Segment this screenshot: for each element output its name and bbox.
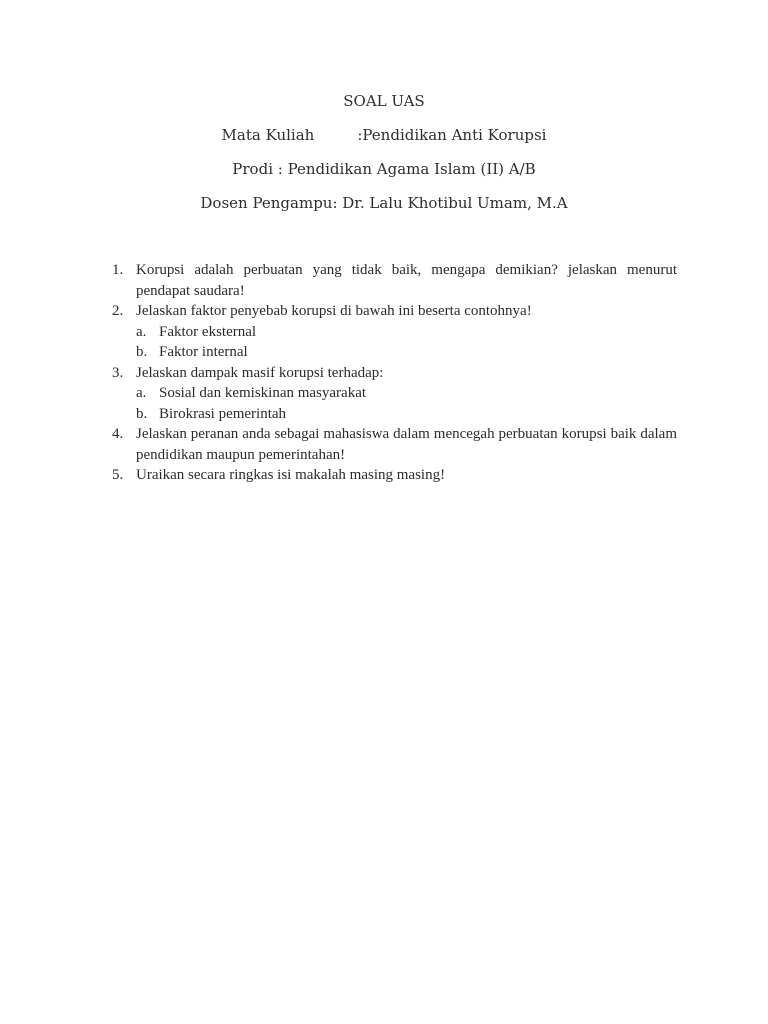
question-number: 3. — [112, 364, 124, 381]
question-text-line2: pendidikan maupun pemerintahan! — [136, 446, 346, 463]
subitem — [112, 342, 677, 363]
subitem-text: Faktor internal — [159, 344, 248, 360]
question-2 — [112, 301, 677, 322]
subitem-letter: b. — [136, 344, 148, 360]
subitem-letter: a. — [136, 385, 147, 401]
subitem-text: Sosial dan kemiskinan masyarakat — [159, 385, 367, 401]
question-3 — [112, 363, 677, 384]
lecturer-line: Dosen Pengampu: Dr. Lalu Khotibul Umam, M.A — [200, 194, 568, 212]
question-text-line1: Jelaskan peranan anda sebagai mahasiswa dalam mencegah perbuatan korupsi baik dalam — [136, 426, 677, 442]
course-value: :Pendidikan Anti Korupsi — [357, 126, 547, 144]
question-number: 4. — [112, 426, 124, 442]
question-text: Jelaskan faktor penyebab korupsi di bawah ini beserta contohnya! — [136, 303, 532, 319]
exam-title: SOAL UAS — [343, 92, 425, 110]
subitem — [112, 383, 677, 404]
question-text-line1: Korupsi adalah perbuatan yang tidak baik, mengapa demikian? jelaskan menurut — [136, 262, 677, 278]
question-text-line2: pendapat saudara! — [136, 282, 245, 299]
question-text: Uraikan secara ringkas isi makalah masing masing! — [136, 467, 446, 483]
exam-header — [0, 88, 768, 224]
course-line — [0, 122, 768, 156]
question-number: 2. — [112, 303, 124, 319]
subitem-letter: a. — [136, 323, 147, 340]
question-number: 1. — [112, 262, 124, 278]
question-list — [112, 260, 677, 486]
program-line: Prodi : Pendidikan Agama Islam (II) A/B — [232, 160, 536, 178]
subitem — [112, 322, 677, 343]
subitem-text: Birokrasi pemerintah — [159, 405, 287, 422]
subitem-text: Faktor eksternal — [159, 323, 257, 340]
question-5 — [112, 465, 677, 486]
course-label: Mata Kuliah — [221, 126, 315, 144]
subitem — [112, 404, 677, 425]
question-4 — [112, 424, 677, 465]
question-number: 5. — [112, 467, 124, 483]
subitem-letter: b. — [136, 405, 148, 422]
question-1 — [112, 260, 677, 301]
question-text: Jelaskan dampak masif korupsi terhadap: — [136, 364, 384, 381]
